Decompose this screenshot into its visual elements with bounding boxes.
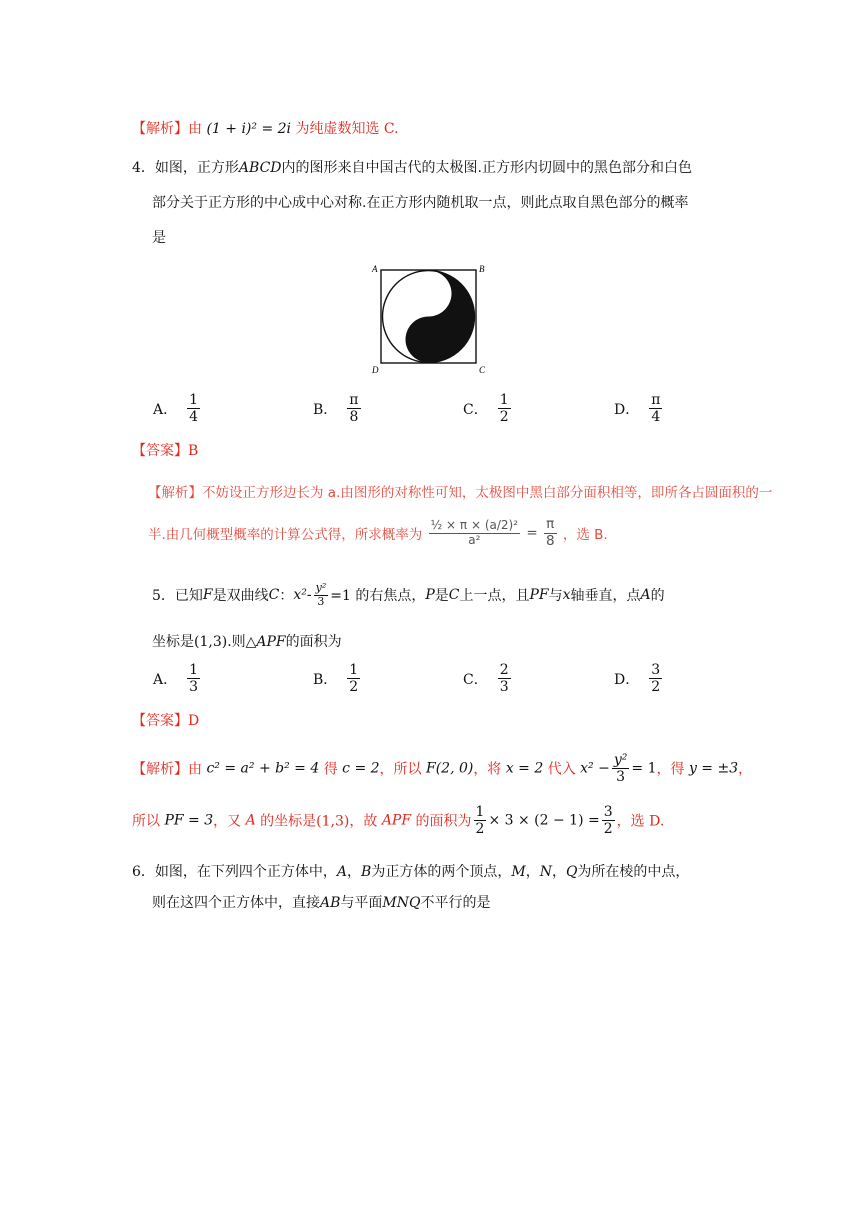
question-number: 4．: [132, 160, 155, 176]
q4-analysis-line-1: 【解析】不妨设正方形边长为 a.由图形的对称性可知，太极图中黑白部分面积相等，即所各占圆面积的一: [148, 485, 773, 501]
label-A: A: [372, 264, 378, 274]
q6-line-1: 6．如图，在下列四个正方体中，A，B为正方体的两个顶点，M，N，Q为所在棱的中点，: [132, 864, 690, 880]
q5-option-c[interactable]: C． $\frac{2}{3}$: [463, 662, 509, 696]
taiji-figure: [366, 260, 492, 376]
formula: (1 + i)² = 2i: [206, 121, 292, 137]
q5-analysis-line-2: 所以 PF = 3，又 A 的坐标是(1,3)，故 APF 的面积为 $\frac{1}{2}$ × 3 × (2 − 1) = $\frac{3}{2}$ ，选 D.: [132, 804, 665, 838]
q5-option-b[interactable]: B． $\frac{1}{2}$: [313, 662, 359, 696]
q3-analysis-line: 【解析】由 (1 + i)² = 2i 为纯虚数知选 C.: [132, 121, 399, 137]
q4-line-2: 部分关于正方形的中心成中心对称.在正方形内随机取一点，则此点取自黑色部分的概率: [152, 195, 689, 211]
analysis-tag: 【解析】: [148, 485, 202, 501]
taiji-symbol: [383, 271, 475, 363]
q4-line-1: 4．如图，正方形ABCD内的图形来自中国古代的太极图.正方形内切圆中的黑色部分和白色: [132, 160, 692, 176]
q4-option-b[interactable]: B． $\frac{\pi}{8}$: [313, 392, 359, 426]
q5-line-2: 坐标是(1,3).则△APF的面积为: [152, 634, 342, 650]
q4-option-d[interactable]: D． $\frac{\pi}{4}$: [614, 392, 661, 426]
label-D: D: [372, 365, 379, 375]
analysis-tag: 【解析】: [132, 121, 188, 137]
q5-option-d[interactable]: D． $\frac{3}{2}$: [614, 662, 661, 696]
question-number: 6．: [132, 864, 155, 880]
label-C: C: [479, 365, 486, 375]
q5-answer: 【答案】D: [132, 713, 200, 729]
q4-analysis-line-2: 半.由几何概型概率的计算公式得，所求概率为 $\frac{\text{½ × π × (a/2)²}}{\text{a²}}$ = $\frac{\pi}{8}$ ，选 B.: [148, 516, 608, 549]
q5-option-a[interactable]: A． $\frac{1}{3}$: [153, 662, 199, 696]
q4-line-3: 是: [152, 230, 166, 246]
q5-line-1: 5．已知F是双曲线C：x²- $\frac{\text{y²}}{3}$ =1 的右焦点，P是C上一点，且PF与x轴垂直，点A的: [152, 581, 665, 608]
analysis-tag: 【解析】: [132, 761, 188, 778]
q4-option-a[interactable]: A． $\frac{1}{4}$: [153, 392, 199, 426]
q5-analysis-line-1: 【解析】由 c² = a² + b² = 4 得 c = 2，所以 F(2, 0)，将 x = 2 代入 x² − $\frac{\text{y²}}{3}$ = 1，得 y = ±3，: [132, 752, 753, 786]
q4-answer: 【答案】B: [132, 443, 199, 459]
q6-line-2: 则在这四个正方体中，直接AB与平面MNQ不平行的是: [152, 895, 491, 911]
question-number: 5．: [152, 588, 175, 605]
q4-option-c[interactable]: C． $\frac{1}{2}$: [463, 392, 509, 426]
label-B: B: [479, 264, 485, 274]
